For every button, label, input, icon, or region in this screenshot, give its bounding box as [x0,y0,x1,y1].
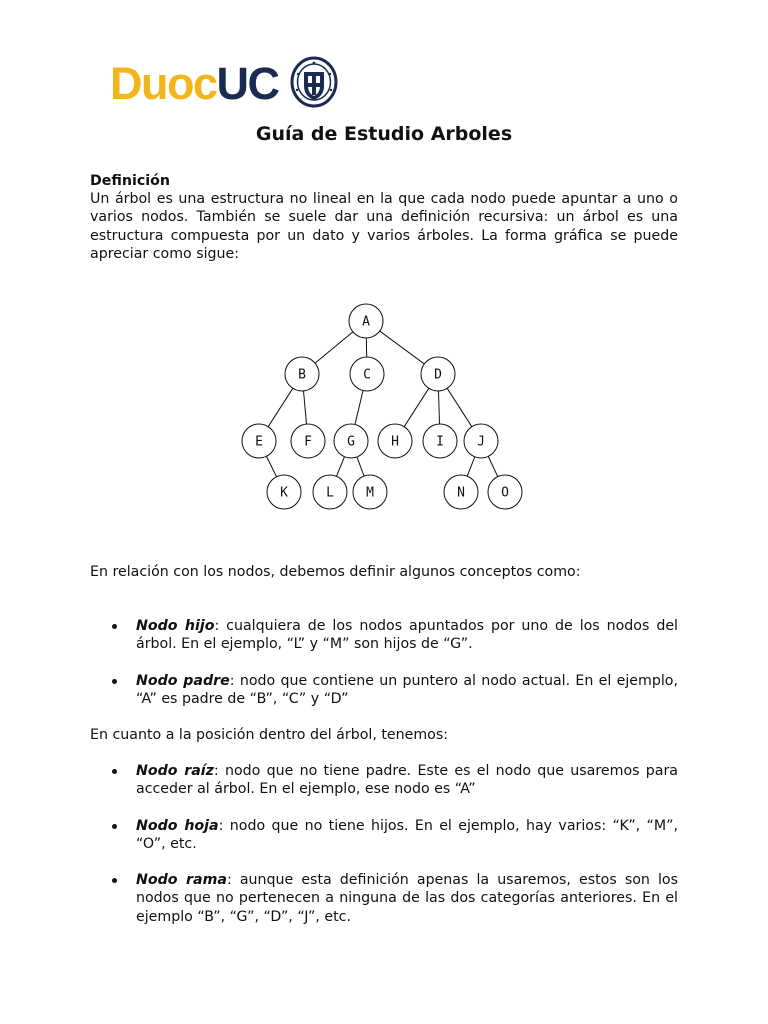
tree-node-g [334,424,368,458]
tree-node-f [291,424,325,458]
tree-node-label: K [280,485,288,501]
tree-node-label: O [501,485,509,501]
list-item [90,817,678,854]
tree-node-n [444,475,478,509]
definition-heading: Definición [90,173,170,189]
tree-edge-a-d [380,331,425,364]
nodes-intro-section [90,563,678,581]
tree-node-o [488,475,522,509]
tree-node-label: J [477,434,485,450]
logo-text-uc: UC [216,58,279,109]
definition-section [90,190,678,263]
term-label: Nodo padre [136,672,230,689]
term-label: Nodo hoja [136,817,219,834]
position-intro-section [90,726,678,744]
term-description: : nodo que contiene un puntero al nodo actual. En el ejemplo, “A” es padre de “B”, “C” y “D” [136,672,678,707]
list-item [90,871,678,926]
tree-edge-d-i [439,391,440,424]
nodes-concepts-list [90,617,678,708]
tree-node-label: A [362,314,370,330]
tree-edge-d-j [447,388,472,426]
tree-edge-j-o [488,456,498,476]
tree-edge-b-f [304,391,307,424]
tree-edge-b-e [268,388,293,426]
tree-edge-g-m [357,457,364,476]
tree-node-i [423,424,457,458]
tree-node-label: L [326,485,334,501]
tree-node-b [285,357,319,391]
tree-edge-j-n [467,457,475,476]
logo-wordmark [110,56,279,112]
tree-edge-c-g [355,391,363,425]
tree-node-l [313,475,347,509]
university-seal-icon [290,56,338,108]
term-label: Nodo hijo [136,618,215,634]
tree-node-k [267,475,301,509]
term-description: : nodo que no tiene padre. Este es el nodo que usaremos para acceder al árbol. En el ejemplo, ese nodo es “A” [136,763,679,798]
bullet-icon [112,769,117,774]
tree-node-label: M [366,485,374,501]
list-item [90,617,678,654]
tree-node-label: D [434,367,442,383]
list-item [90,672,678,709]
definition-paragraph: Un árbol es una estructura no lineal en la que cada nodo puede apuntar a uno o varios nodos. También se suele dar una definición recursiva: un árbol es una estructura compuesta por un dato y varios árboles. La forma gráfica se puede apreciar como sigue: [90,191,678,262]
term-description: : nodo que no tiene hijos. En el ejemplo, hay varios: “K”, “M”, “O”, etc. [136,817,679,852]
tree-node-h [378,424,412,458]
duoc-uc-logo [110,56,330,112]
tree-node-label: C [363,367,371,383]
tree-edge-e-k [266,456,276,476]
logo-text-duoc: Duoc [110,58,217,109]
tree-node-j [464,424,498,458]
tree-node-c [350,357,384,391]
tree-node-label: H [391,434,399,450]
bullet-icon [112,679,117,684]
term-label: Nodo raíz [136,763,214,779]
position-concepts-list [90,762,678,926]
term-description: : cualquiera de los nodos apuntados por uno de los nodos del árbol. En el ejemplo, “L” y “M” son hijos de “G”. [136,618,678,653]
tree-node-label: G [347,434,355,450]
tree-node-a [349,304,383,338]
tree-node-d [421,357,455,391]
tree-node-m [353,475,387,509]
tree-edge-g-l [336,457,344,477]
term-label: Nodo rama [136,872,227,889]
list-item [90,762,678,799]
tree-edge-d-h [404,388,429,426]
nodes-intro-text: En relación con los nodos, debemos definir algunos conceptos como: [90,564,581,580]
bullet-icon [112,824,117,829]
tree-node-label: N [457,485,465,501]
bullet-icon [112,624,117,629]
tree-diagram [230,296,540,516]
tree-node-label: F [304,434,312,450]
bullet-icon [112,878,117,883]
term-description: : aunque esta definición apenas la usaremos, estos son los nodos que no pertenecen a ninguna de las dos categorías anteriores. En el ejemplo “B”, “G”, “D”, “J”, etc. [136,872,679,925]
tree-node-label: E [255,434,263,450]
tree-node-label: I [436,434,444,450]
tree-node-e [242,424,276,458]
tree-node-label: B [298,367,306,383]
position-intro-text: En cuanto a la posición dentro del árbol, tenemos: [90,727,449,743]
tree-edge-a-b [315,332,353,363]
page-title: Guía de Estudio Arboles [255,123,513,145]
